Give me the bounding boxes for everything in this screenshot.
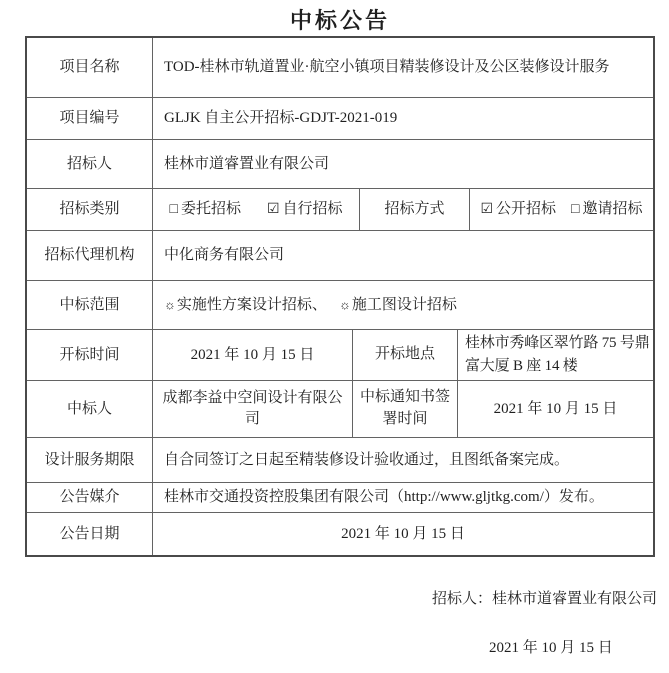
option-label: 自行招标 <box>282 201 343 217</box>
row-announcement-media <box>27 482 653 512</box>
winner-label: 中标人 <box>66 400 112 417</box>
row-winner <box>27 380 653 437</box>
option-open-tender <box>480 199 556 220</box>
row-tender-category <box>27 188 653 230</box>
tender-agency-label: 招标代理机构 <box>44 247 135 263</box>
checkbox-checked-icon: ☑ <box>266 201 280 217</box>
scope-item-scheme-design <box>164 295 327 316</box>
row-bid-opening <box>27 329 653 380</box>
project-name-label: 项目名称 <box>59 59 120 75</box>
bid-announcement-table <box>25 36 655 557</box>
page-title: 中标公告 <box>289 8 390 33</box>
tenderer-label: 招标人 <box>66 155 112 172</box>
signature-date: 2021 年 10 月 15 日 <box>489 640 613 656</box>
option-invited-tender <box>571 199 642 220</box>
row-tenderer <box>27 139 653 188</box>
row-tender-agency <box>27 230 653 280</box>
announcement-media-label: 公告媒介 <box>59 489 120 505</box>
option-entrusted-tender <box>169 199 240 220</box>
award-notice-sign-time-value: 2021 年 10 月 15 日 <box>457 381 653 437</box>
bid-opening-time-label: 开标时间 <box>59 346 120 363</box>
scope-item-label: 实施性方案设计招标、 <box>176 296 327 313</box>
award-scope-value <box>152 281 653 329</box>
design-service-period-label: 设计服务期限 <box>44 451 135 468</box>
bid-opening-time-value: 2021 年 10 月 15 日 <box>152 330 352 380</box>
row-award-scope <box>27 280 653 329</box>
project-name-value: TOD-桂林市轨道置业·航空小镇项目精装修设计及公区装修设计服务 <box>152 38 653 97</box>
sun-bullet-icon: ☼ <box>338 296 351 312</box>
option-label: 公开招标 <box>496 201 557 217</box>
row-project-number <box>27 97 653 139</box>
scope-item-construction-drawing <box>339 295 457 316</box>
tender-category-label: 招标类别 <box>59 201 120 217</box>
tender-agency-value: 中化商务有限公司 <box>152 231 653 280</box>
option-label: 邀请招标 <box>582 201 643 217</box>
project-number-label: 项目编号 <box>59 110 120 126</box>
bid-opening-place-label: 开标地点 <box>352 330 457 380</box>
checkbox-unchecked-icon: □ <box>169 201 178 217</box>
tender-method-options <box>469 189 653 230</box>
project-number-value: GLJK 自主公开招标-GDJT-2021-019 <box>152 98 653 139</box>
award-notice-sign-time-label: 中标通知书签署时间 <box>352 381 457 437</box>
row-project-name <box>27 38 653 97</box>
winner-value: 成都李益中空间设计有限公司 <box>152 381 352 437</box>
award-scope-label: 中标范围 <box>59 296 120 313</box>
tender-method-label: 招标方式 <box>359 189 469 230</box>
option-label: 委托招标 <box>180 201 241 217</box>
tender-category-options <box>152 189 359 230</box>
announcement-media-value: 桂林市交通投资控股集团有限公司（http://www.gljtkg.com/）发布。 <box>152 483 653 512</box>
tenderer-value: 桂林市道睿置业有限公司 <box>152 140 653 188</box>
design-service-period-value: 自合同签订之日起至精装修设计验收通过，且图纸备案完成。 <box>152 438 653 482</box>
scope-item-label: 施工图设计招标 <box>351 296 457 313</box>
checkbox-unchecked-icon: □ <box>571 201 580 217</box>
sun-bullet-icon: ☼ <box>164 296 176 312</box>
option-self-tender <box>267 199 343 220</box>
row-design-service-period <box>27 437 653 482</box>
signature-tenderer: 招标人：桂林市道睿置业有限公司 <box>432 591 658 607</box>
checkbox-checked-icon: ☑ <box>480 201 494 217</box>
bid-opening-place-value: 桂林市秀峰区翠竹路 75 号鼎富大厦 B 座 14 楼 <box>457 330 653 380</box>
row-announcement-date <box>27 512 653 555</box>
announcement-date-label: 公告日期 <box>59 525 120 542</box>
announcement-date-value: 2021 年 10 月 15 日 <box>152 513 653 555</box>
